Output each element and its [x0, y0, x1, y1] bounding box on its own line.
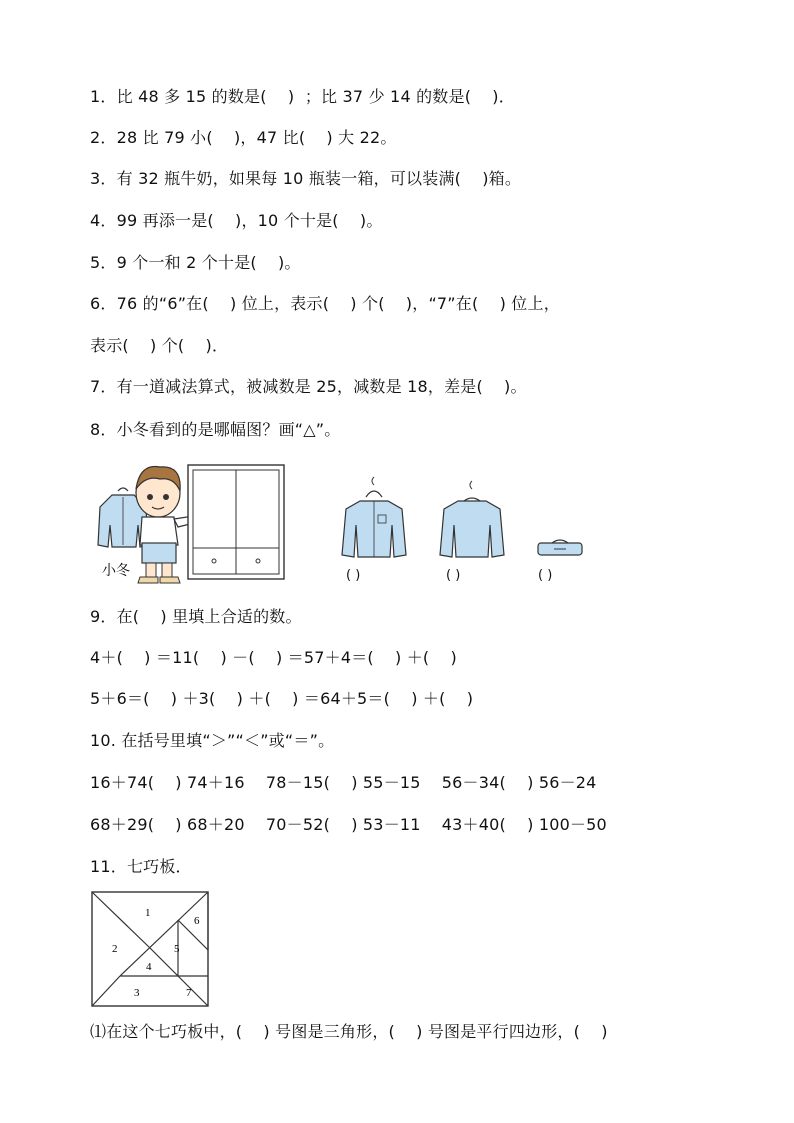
- shirt-folded-icon: [538, 540, 582, 555]
- answer-paren-1[interactable]: ( ): [346, 568, 361, 583]
- shirt-front-icon: [342, 477, 406, 557]
- tangram-label-3: 3: [134, 987, 140, 999]
- q10: 10. 在括号里填“＞”“＜”或“＝”。: [90, 731, 335, 750]
- q8: 8．小冬看到的是哪幅图？画“△”。: [90, 420, 341, 439]
- q1: 1．比 48 多 15 的数是( ) ；比 37 少 14 的数是( )．: [90, 87, 515, 106]
- tangram-label-5: 5: [174, 943, 180, 955]
- q10-row1: 16＋74( ) 74＋16 78－15( ) 55－15 56－34( ) 56－24: [90, 773, 597, 792]
- q9-row1: 4＋( ) ＝11( ) －( ) ＝57＋4＝( ) ＋( ): [90, 648, 457, 667]
- q8-figure: [90, 455, 610, 590]
- tangram-label-4: 4: [146, 961, 152, 973]
- tangram-label-1: 1: [145, 907, 151, 919]
- child-label: 小冬: [102, 563, 130, 579]
- q9: 9．在( ) 里填上合适的数。: [90, 607, 302, 626]
- q8-illustration: [90, 455, 610, 590]
- q9-row2: 5＋6＝( ) ＋3( ) ＋( ) ＝64＋5＝( ) ＋( ): [90, 689, 474, 708]
- tangram-diagram: [90, 890, 210, 1010]
- tangram-label-2: 2: [112, 943, 118, 955]
- answer-paren-3[interactable]: ( ): [538, 568, 553, 583]
- q11: 11．七巧板．: [90, 857, 192, 876]
- q7: 7．有一道减法算式，被减数是 25，减数是 18，差是( )。: [90, 377, 527, 396]
- q2: 2．28 比 79 小( )，47 比( ) 大 22。: [90, 128, 397, 147]
- answer-paren-2[interactable]: ( ): [446, 568, 461, 583]
- tangram-label-6: 6: [194, 915, 200, 927]
- wardrobe-icon: [188, 465, 284, 579]
- q6-line1: 6．76 的“6”在( ) 位上，表示( ) 个( )，“7”在( ) 位上，: [90, 294, 560, 313]
- q6-line2: 表示( ) 个( )．: [90, 336, 229, 355]
- q5: 5．9 个一和 2 个十是( )。: [90, 253, 301, 272]
- q11-sub1: ⑴在这个七巧板中，( ) 号图是三角形，( ) 号图是平行四边形，( ): [90, 1022, 608, 1041]
- shirt-back-icon: [440, 481, 504, 557]
- q3: 3．有 32 瓶牛奶，如果每 10 瓶装一箱，可以装满( )箱。: [90, 169, 522, 188]
- q10-row2: 68＋29( ) 68＋20 70－52( ) 53－11 43＋40( ) 100－50: [90, 815, 607, 834]
- tangram-label-7: 7: [186, 987, 192, 999]
- q4: 4．99 再添一是( )，10 个十是( )。: [90, 211, 383, 230]
- tangram-figure: [90, 890, 210, 1010]
